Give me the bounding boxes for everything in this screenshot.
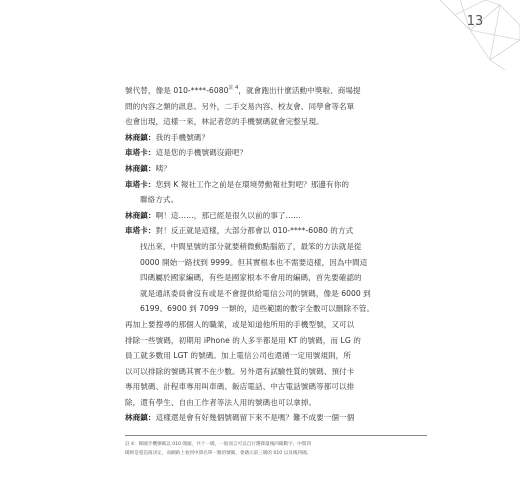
dialogue-line: 林商鎮：咦？ — [125, 163, 171, 173]
text-line: 除，還有學生、自由工作者等法人用的號碼也可以拿掉。 — [125, 397, 317, 407]
dialogue-line: 車塔卡：對！反正就是這樣，大部分都會以 010-****-6080 的方式 — [125, 226, 354, 236]
speaker-label: 車塔卡： — [125, 148, 156, 158]
text-line: 也會出現，這樣一來，林記者您的手機號碼就會完整呈現。 — [125, 117, 324, 127]
text-line: 號代替，像是 $010-****-6080^{註 4}$，就會跑出什麼活動中獎啦、商場提 — [125, 85, 361, 95]
text-line: 專用號碼、計程車專用叫車碼、飯店電話、中古電話號碼等都可以排 — [125, 382, 355, 392]
dialogue-line: 林商鎮：啊！這……，那已經是很久以前的事了…… — [125, 210, 301, 220]
text-line: 6199、6900 到 7099 一類的，這些範圍的數字全數可以刪除不管。 — [140, 304, 375, 314]
text-line: 排除一些號碼，初期用 iPhone 的人多半都是用 KT 的號碼，而 LG 的 — [125, 335, 361, 345]
speaker-label: 林商鎮： — [125, 132, 156, 142]
footnote-marker: 註 4 — [228, 85, 239, 91]
dialogue-line: 林商鎮：我的手機號碼？ — [125, 132, 210, 142]
text-line: 再加上要搜尋的那個人的職業，或是知道他所用的手機型號，又可以 — [125, 319, 355, 329]
text-line: 問的內容之類的訊息。另外，二手交易內容、校友會、同學會等名單 — [125, 101, 355, 111]
speaker-label: 林商鎮： — [125, 413, 156, 423]
dialogue-line: 林商鎮：這樣還是會有好幾個號碼留下來不是嗎？難不成要一個一個 — [125, 413, 355, 423]
speaker-label: 車塔卡： — [125, 179, 156, 189]
text-line: 聯絡方式。 — [140, 195, 179, 205]
text-line: 以可以排除的號碼其實不在少數。另外還有試驗性質的號碼、預付卡 — [125, 366, 355, 376]
text-line: 0000 開始一路找到 9999。但其實根本也不需要這樣，因為中間這 — [140, 257, 368, 267]
text-line: 找出來，中間星號的部分就要稍微動點腦筋了，最笨的方法就是從 — [140, 241, 362, 251]
footnote — [125, 440, 427, 458]
speaker-label: 林商鎮： — [125, 210, 156, 220]
text-line: 四碼屬於國家編碼，有些是國家根本不會用的編碼，首先要確認的 — [140, 273, 362, 283]
footnote-line: 碼則是電信商決定，而網路上看到中間名單一類的號碼，會藉示前三碼的 010 以及後四碼。 — [125, 451, 312, 456]
dialogue-line: 車塔卡：這是您的手機號碼沒錯吧？ — [125, 148, 248, 158]
speaker-label: 車塔卡： — [125, 226, 156, 236]
text-line: 員工就多數用 LGT 的號碼。加上電信公司也還循一定用號規則，所 — [125, 351, 351, 361]
page-number: 13 — [466, 14, 484, 29]
text-line: 就是通訊委員會沒有或是不會提供給電信公司的號碼，像是 6000 到 — [140, 288, 371, 298]
footnote-divider — [125, 435, 427, 436]
corner-lattice-decoration — [430, 0, 520, 70]
dialogue-line: 車塔卡：您到 K 報社工作之前是在環境勞動報社對吧？那邊有你的 — [125, 179, 349, 189]
footnote-line: 註 4：韓國手機號碼以 010 開頭，共十一碼，一般而言可以自行選擇最後四碼數字，中間四 — [125, 442, 312, 447]
body-text — [125, 83, 427, 426]
speaker-label: 林商鎮： — [125, 163, 156, 173]
